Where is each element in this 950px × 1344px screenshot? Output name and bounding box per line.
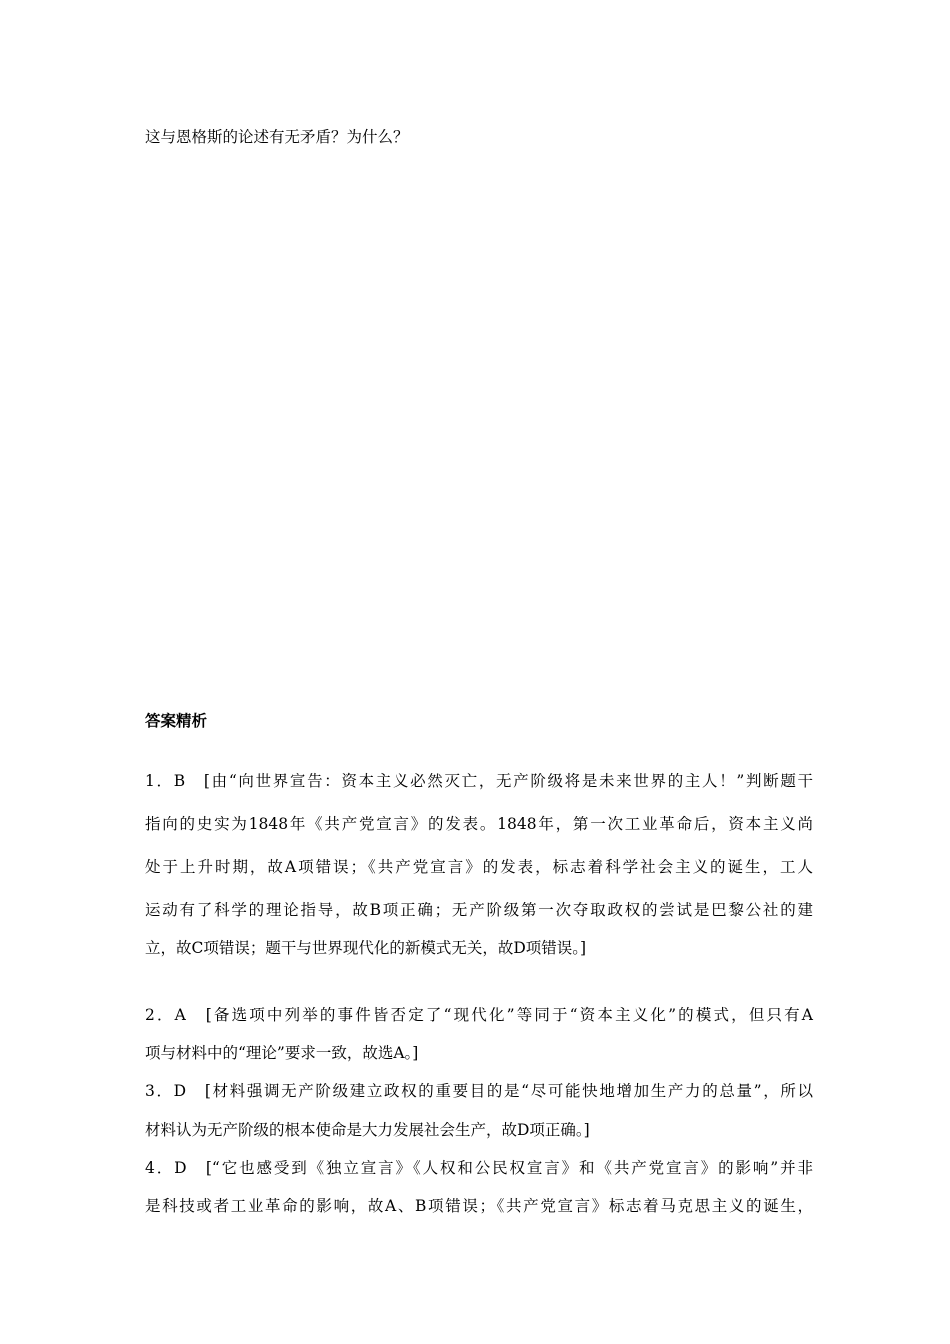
answer-line: 4．D [“它也感受到《独立宣言》《人权和公民权宣言》和《共产党宣言》的影响”并非 [145, 1159, 813, 1177]
answer-line: 指向的史实为1848年《共产党宣言》的发表。1848年，第一次工业革命后，资本主义尚 [145, 815, 813, 833]
answer-line: 项与材料中的“理论”要求一致，故选A。] [145, 1044, 419, 1062]
answers-heading: 答案精析 [145, 712, 208, 730]
answer-line: 立，故C项错误；题干与世界现代化的新模式无关，故D项错误。] [145, 939, 587, 957]
answer-line: 运动有了科学的理论指导，故B项正确；无产阶级第一次夺取政权的尝试是巴黎公社的建 [145, 901, 813, 919]
answer-line: 材料认为无产阶级的根本使命是大力发展社会生产，故D项正确。] [145, 1121, 590, 1139]
answer-line: 1．B [由“向世界宣告：资本主义必然灭亡，无产阶级将是未来世界的主人！”判断题干 [145, 772, 813, 790]
answer-line: 是科技或者工业革命的影响，故A、B项错误；《共产党宣言》标志着马克思主义的诞生， [145, 1197, 813, 1215]
answer-line: 3．D [材料强调无产阶级建立政权的重要目的是“尽可能快地增加生产力的总量”，所以 [145, 1082, 813, 1100]
answer-line: 处于上升时期，故A项错误；《共产党宣言》的发表，标志着科学社会主义的诞生，工人 [145, 858, 813, 876]
answer-line: 2．A [备选项中列举的事件皆否定了“现代化”等同于“资本主义化”的模式，但只有A [145, 1006, 813, 1024]
question-text: 这与恩格斯的论述有无矛盾？为什么？ [145, 128, 409, 146]
